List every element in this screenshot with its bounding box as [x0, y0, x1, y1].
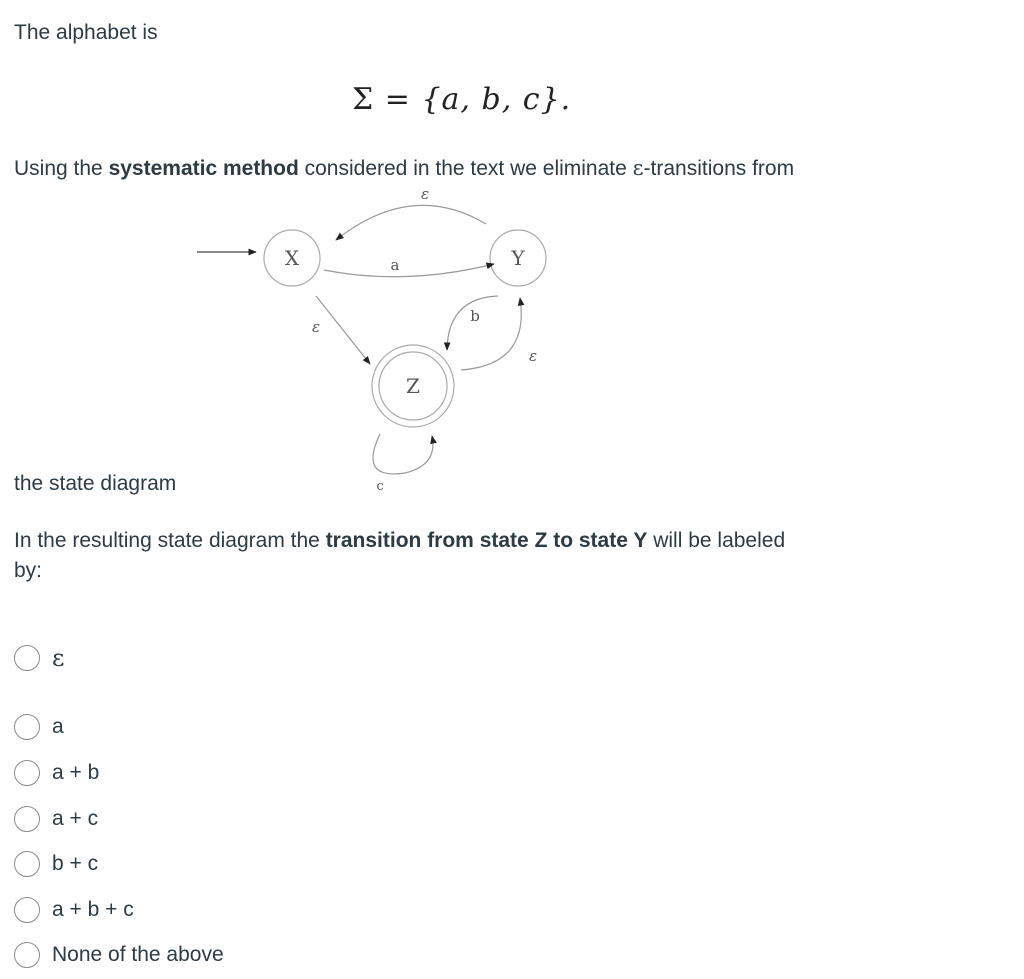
method-mid: considered in the text we eliminate: [298, 157, 633, 180]
edge-x-to-z: [316, 296, 370, 364]
edge-x-to-z-label: ε: [311, 318, 321, 336]
intro-text: The alphabet is: [14, 21, 158, 44]
answer-option[interactable]: [14, 895, 134, 925]
prompt-line2: by:: [14, 559, 43, 582]
answer-label: a + c: [52, 807, 99, 830]
edge-y-to-z-b-label: b: [470, 307, 480, 325]
answer-label: b + c: [52, 852, 99, 875]
answer-label: a + b + c: [52, 898, 134, 921]
method-post: -transitions from: [643, 157, 795, 180]
radio-button[interactable]: [14, 897, 40, 923]
sigma-symbol: Σ: [352, 82, 375, 117]
method-pre: Using the: [14, 157, 109, 180]
alphabet-formula: [352, 82, 571, 117]
radio-button[interactable]: [14, 760, 40, 786]
answer-option[interactable]: [14, 758, 99, 788]
radio-button[interactable]: [14, 714, 40, 740]
prompt-post: will be labeled: [647, 529, 786, 552]
answer-option[interactable]: [14, 940, 224, 970]
edge-y-to-x-label: ε: [420, 185, 430, 203]
prompt-bold-z: Z: [534, 529, 548, 552]
radio-button[interactable]: [14, 942, 40, 968]
answer-option[interactable]: [14, 804, 98, 834]
edge-x-to-y: [324, 264, 494, 277]
edge-z-to-y-eps-label: ε: [528, 347, 538, 365]
answer-label: None of the above: [52, 943, 224, 966]
radio-button[interactable]: [14, 806, 40, 832]
alphabet-set: {a, b, c}.: [421, 82, 572, 117]
state-y-label: Y: [511, 246, 525, 270]
answer-label: ε: [52, 644, 65, 672]
equals-sign: =: [384, 82, 411, 117]
edge-z-loop: [373, 434, 433, 474]
edge-x-to-y-label: a: [390, 256, 400, 274]
answer-option[interactable]: [14, 849, 98, 879]
edge-y-to-x: [336, 205, 486, 240]
radio-button[interactable]: [14, 645, 40, 671]
answer-label: a: [52, 715, 64, 738]
state-z-label: Z: [406, 374, 420, 398]
edge-z-loop-label: c: [376, 479, 384, 490]
radio-button[interactable]: [14, 851, 40, 877]
state-x-label: X: [284, 246, 300, 270]
prompt-bold-mid: to state: [547, 529, 634, 552]
prompt-bold-transition: transition from state: [325, 529, 535, 552]
answer-option[interactable]: [14, 643, 64, 673]
answer-option[interactable]: [14, 712, 64, 742]
question-prompt: [14, 526, 1004, 586]
state-diagram: [190, 180, 570, 490]
method-bold: systematic method: [108, 157, 299, 180]
answer-label: a + b: [52, 761, 100, 784]
epsilon-symbol: ε: [632, 156, 644, 180]
prompt-pre: In the resulting state diagram the: [14, 529, 326, 552]
prompt-bold-y: Y: [633, 529, 648, 552]
after-diagram-text: the state diagram: [14, 472, 177, 495]
method-line: [14, 155, 794, 182]
